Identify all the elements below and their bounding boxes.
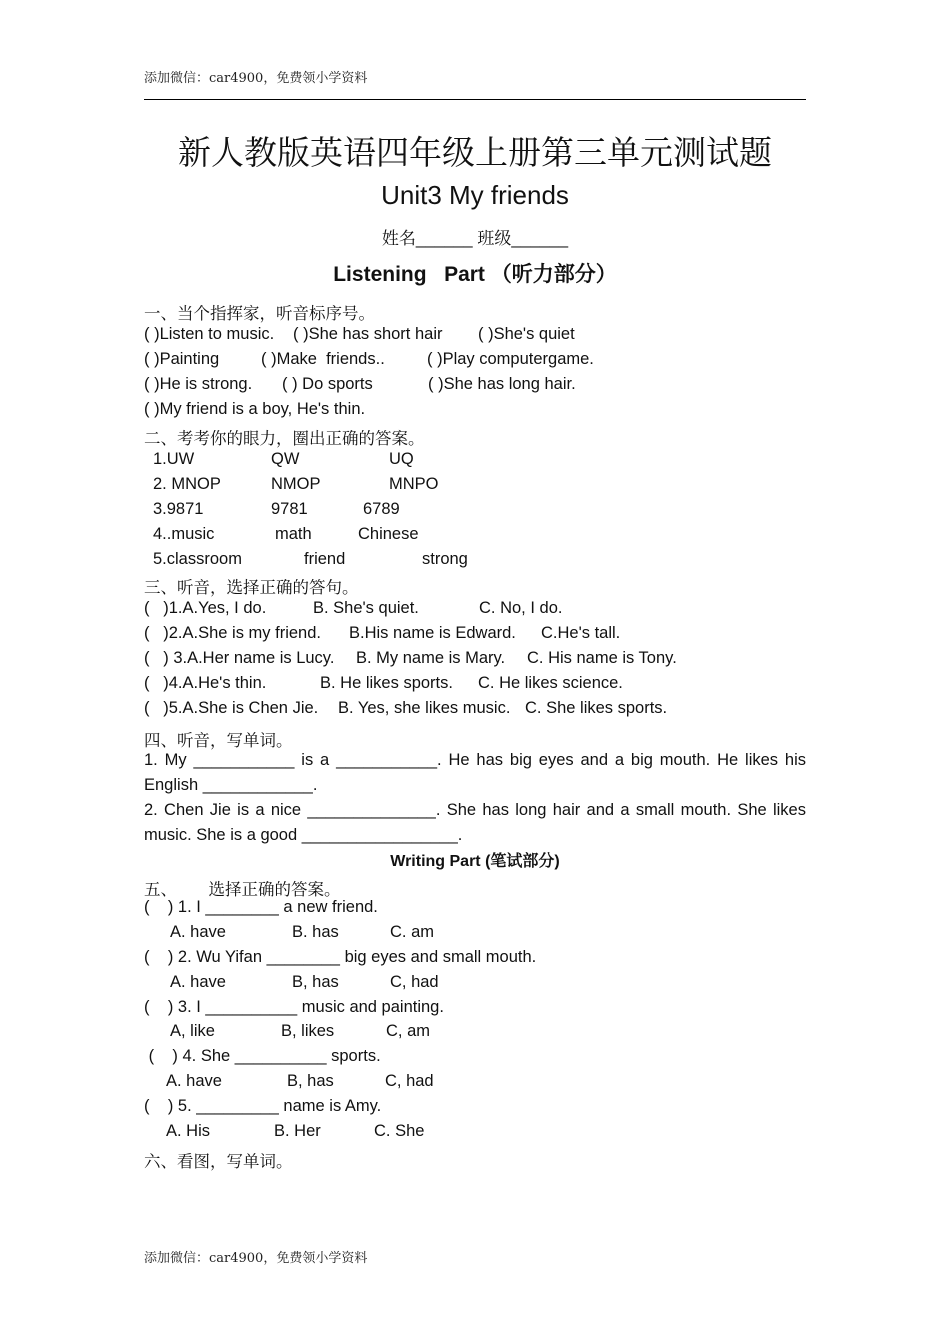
section2-option: 2. MNOP <box>153 475 221 493</box>
section2-option: 3.9871 <box>153 500 204 518</box>
section2-option: 6789 <box>363 500 400 518</box>
section3-option: B.His name is Edward. <box>349 624 516 642</box>
section1-item: ( )He is strong. <box>144 375 253 393</box>
section5-option: C, had <box>390 973 439 991</box>
section5-option: A. have <box>166 1072 222 1090</box>
section3-option: C. He likes science. <box>478 674 623 692</box>
section5-question: ( ) 5. _________ name is Amy. <box>144 1097 382 1115</box>
section3-option: C. No, I do. <box>479 599 563 617</box>
section2-heading: 二、考考你的眼力，圈出正确的答案。 <box>144 429 425 448</box>
section2-option: UQ <box>389 450 414 468</box>
section4-heading: 四、听音，写单词。 <box>144 731 293 750</box>
section1-item: ( )She has short hair <box>293 325 443 343</box>
writing-part-heading: Writing Part (笔试部分) <box>390 853 560 870</box>
header-divider <box>144 99 806 100</box>
section5-option: B, has <box>292 973 339 991</box>
section2-option: MNPO <box>389 475 439 493</box>
section5-question: ( ) 4. She __________ sports. <box>144 1047 381 1065</box>
section2-option: 9781 <box>271 500 308 518</box>
section2-option: NMOP <box>271 475 321 493</box>
section1-item: ( )My friend is a boy, He's thin. <box>144 400 366 418</box>
section6-heading: 六、看图，写单词。 <box>144 1152 293 1171</box>
section5-question: ( ) 2. Wu Yifan ________ big eyes and small mouth. <box>144 948 537 966</box>
section5-option: A. have <box>170 973 226 991</box>
section3-option: ( )1.A.Yes, I do. <box>144 599 267 617</box>
section2-option: Chinese <box>358 525 419 543</box>
section5-option: B, has <box>287 1072 334 1090</box>
section2-option: 1.UW <box>153 450 195 468</box>
name-class-line: 姓名______ 班级______ <box>381 229 569 248</box>
section5-question: ( ) 3. I __________ music and painting. <box>144 998 444 1016</box>
section3-option: B. She's quiet. <box>313 599 419 617</box>
section4-q2-line2: music. She is a good _________________. <box>144 826 463 844</box>
section1-item: ( )Play computergame. <box>427 350 594 368</box>
section5-option: A. have <box>170 923 226 941</box>
page-title: 新人教版英语四年级上册第三单元测试题 <box>178 133 772 172</box>
section2-option: friend <box>304 550 346 568</box>
section2-option: QW <box>271 450 300 468</box>
section1-item: ( )She has long hair. <box>428 375 576 393</box>
section1-item: ( )Make friends.. <box>261 350 385 368</box>
section3-option: C.He's tall. <box>541 624 621 642</box>
section5-option: C. She <box>374 1122 425 1140</box>
section1-heading: 一、当个指挥家，听音标序号。 <box>144 304 375 323</box>
section3-option: ( )2.A.She is my friend. <box>144 624 321 642</box>
section4-q1-line1: 1. My ___________ is a ___________. He has big eyes and a big mouth. He likes his <box>144 751 806 769</box>
section3-option: C. His name is Tony. <box>527 649 677 667</box>
section3-option: ( )4.A.He's thin. <box>144 674 267 692</box>
section1-item: ( )She's quiet <box>478 325 575 343</box>
section5-option: B, likes <box>281 1022 335 1040</box>
section5-option: A, like <box>170 1022 215 1040</box>
section5-option: C, am <box>386 1022 431 1040</box>
section4-q2-line1: 2. Chen Jie is a nice ______________. She has long hair and a small mouth. She likes <box>144 801 806 819</box>
section5-option: C. am <box>390 923 435 941</box>
section3-option: B. My name is Mary. <box>356 649 506 667</box>
section4-q1-line2: English ____________. <box>144 776 318 794</box>
section5-option: A. His <box>166 1122 211 1140</box>
section3-option: ( ) 3.A.Her name is Lucy. <box>144 649 335 667</box>
section1-item: ( )Listen to music. <box>144 325 275 343</box>
section3-option: ( )5.A.She is Chen Jie. <box>144 699 319 717</box>
section1-item: ( )Painting <box>144 350 220 368</box>
section5-option: C, had <box>385 1072 434 1090</box>
section2-option: math <box>275 525 312 543</box>
section2-option: strong <box>422 550 468 568</box>
header-note: 添加微信：car4900，免费领小学资料 <box>144 71 368 86</box>
section2-option: 4..music <box>153 525 215 543</box>
section3-option: B. Yes, she likes music. <box>338 699 511 717</box>
section3-option: B. He likes sports. <box>320 674 453 692</box>
section1-item: ( ) Do sports <box>282 375 373 393</box>
section5-question: ( ) 1. I ________ a new friend. <box>144 898 378 916</box>
section3-option: C. She likes sports. <box>525 699 668 717</box>
listening-part-heading: Listening Part （听力部分） <box>333 263 617 286</box>
section3-heading: 三、听音，选择正确的答句。 <box>144 578 359 597</box>
footer-note: 添加微信：car4900，免费领小学资料 <box>144 1251 368 1266</box>
section5-heading: 五、 选择正确的答案。 <box>144 880 341 899</box>
section5-option: B. has <box>292 923 339 941</box>
section5-option: B. Her <box>274 1122 321 1140</box>
page-subtitle: Unit3 My friends <box>381 180 569 210</box>
section2-option: 5.classroom <box>153 550 242 568</box>
